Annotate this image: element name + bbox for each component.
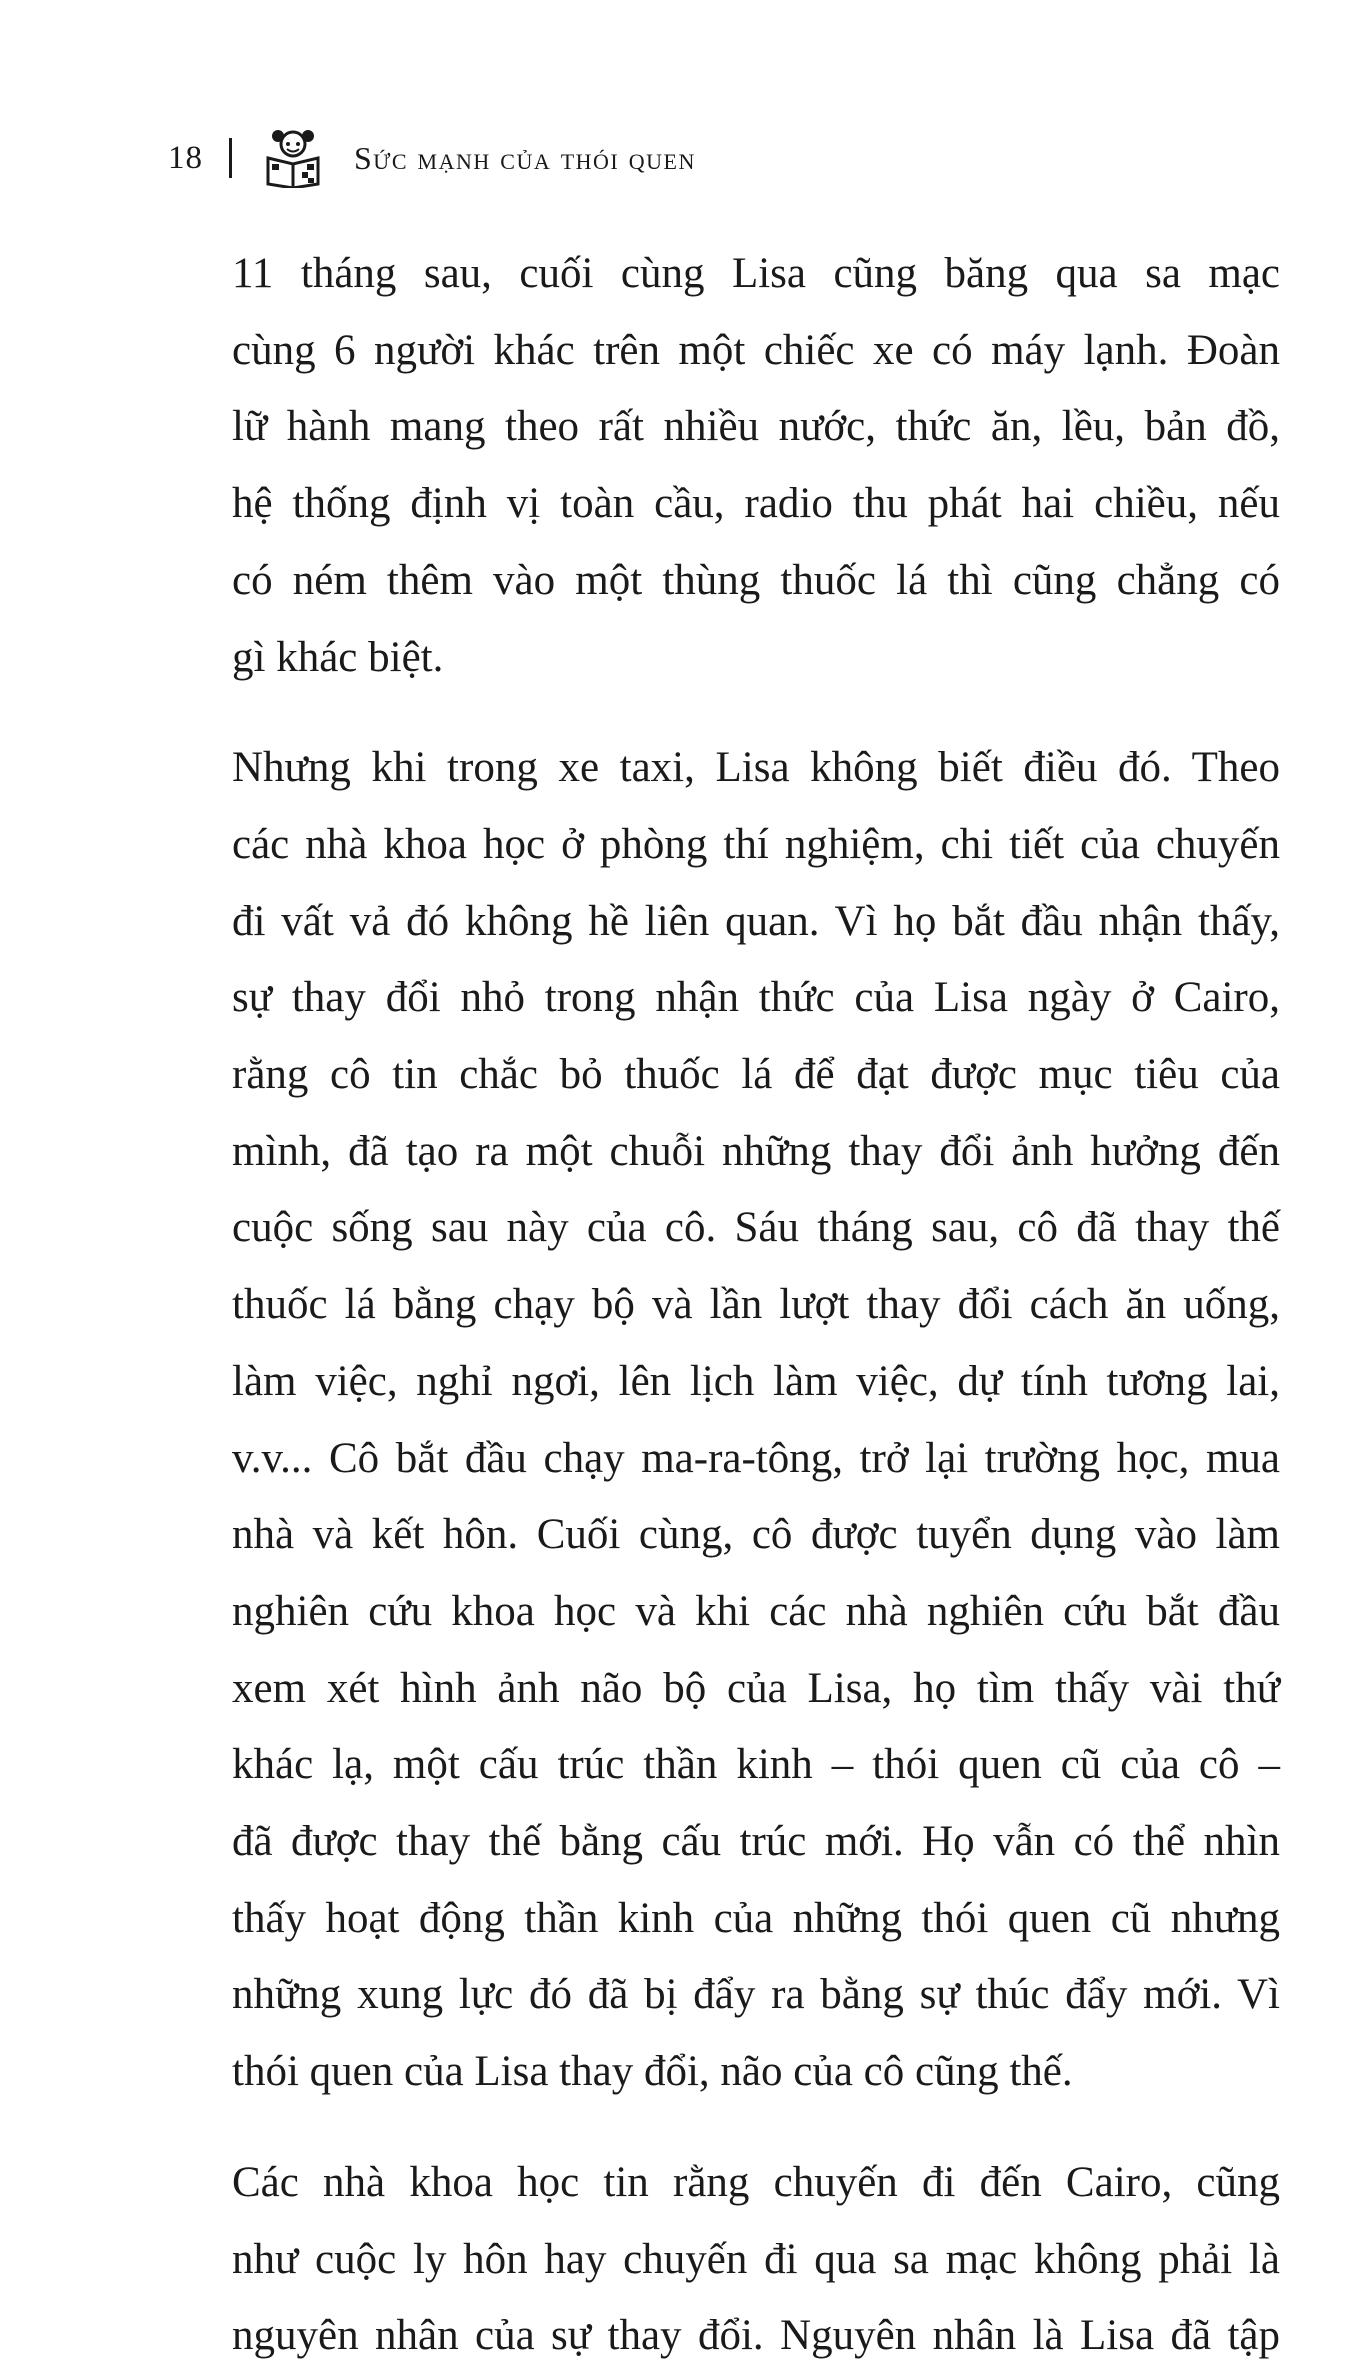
text-line: Các nhà khoa học tin rằng chuyến đi đến Cairo, cũng	[232, 2158, 1280, 2206]
text-line: sự thay đổi nhỏ trong nhận thức của Lisa ngày ở Cairo,	[232, 974, 1280, 1022]
text-line: hệ thống định vị toàn cầu, radio thu phát hai chiều, nếu	[232, 480, 1280, 528]
text-line: thuốc lá bằng chạy bộ và lần lượt thay đổi cách ăn uống,	[232, 1281, 1280, 1329]
paragraph-gap	[232, 696, 1280, 730]
text-line: nghiên cứu khoa học và khi các nhà nghiên cứu bắt đầu	[232, 1587, 1280, 1635]
running-title: Sức mạnh của thói quen	[354, 139, 696, 176]
text-line: xem xét hình ảnh não bộ của Lisa, họ tìm thấy vài thứ	[232, 1664, 1280, 1712]
text-line: thói quen của Lisa thay đổi, não của cô cũng thế.	[232, 2048, 1073, 2096]
paragraph-1	[232, 236, 1280, 696]
text-line: v.v... Cô bắt đầu chạy ma-ra-tông, trở lại trường học, mua	[232, 1434, 1280, 1482]
header-divider	[229, 138, 232, 178]
paragraph-gap	[232, 2111, 1280, 2145]
text-line: 11 tháng sau, cuối cùng Lisa cũng băng qua sa mạc	[232, 250, 1280, 297]
text-line: Nhưng khi trong xe taxi, Lisa không biết điều đó. Theo	[232, 744, 1280, 792]
body-text	[232, 236, 1280, 2375]
book-reading-child-logo-icon	[258, 128, 328, 188]
text-line: những xung lực đó đã bị đẩy ra bằng sự thúc đẩy mới. Vì	[232, 1971, 1280, 2019]
text-line: mình, đã tạo ra một chuỗi những thay đổi ảnh hưởng đến	[232, 1127, 1280, 1175]
text-line: cùng 6 người khác trên một chiếc xe có máy lạnh. Đoàn	[232, 326, 1280, 374]
text-line: cuộc sống sau này của cô. Sáu tháng sau, cô đã thay thế	[232, 1204, 1280, 1252]
page-number: 18	[168, 139, 203, 176]
text-line: lữ hành mang theo rất nhiều nước, thức ăn, lều, bản đồ,	[232, 403, 1280, 451]
text-line: làm việc, nghỉ ngơi, lên lịch làm việc, dự tính tương lai,	[232, 1357, 1280, 1405]
paragraph-2	[232, 730, 1280, 2111]
text-line: đã được thay thế bằng cấu trúc mới. Họ vẫn có thể nhìn	[232, 1818, 1280, 1866]
text-line: các nhà khoa học ở phòng thí nghiệm, chi tiết của chuyến	[232, 820, 1280, 868]
paragraph-3	[232, 2145, 1280, 2375]
text-line: thấy hoạt động thần kinh của những thói quen cũ nhưng	[232, 1894, 1280, 1942]
text-line: khác lạ, một cấu trúc thần kinh – thói quen cũ của cô –	[232, 1741, 1280, 1789]
page-header	[168, 128, 696, 188]
text-line: gì khác biệt.	[232, 633, 444, 681]
text-line: nguyên nhân của sự thay đổi. Nguyên nhân là Lisa đã tập	[232, 2312, 1280, 2360]
text-line: rằng cô tin chắc bỏ thuốc lá để đạt được mục tiêu của	[232, 1051, 1280, 1099]
text-line: như cuộc ly hôn hay chuyến đi qua sa mạc không phải là	[232, 2235, 1280, 2283]
text-line: có ném thêm vào một thùng thuốc lá thì cũng chẳng có	[232, 556, 1280, 604]
text-line: nhà và kết hôn. Cuối cùng, cô được tuyển dụng vào làm	[232, 1511, 1280, 1559]
text-line: đi vất vả đó không hề liên quan. Vì họ bắt đầu nhận thấy,	[232, 897, 1280, 945]
